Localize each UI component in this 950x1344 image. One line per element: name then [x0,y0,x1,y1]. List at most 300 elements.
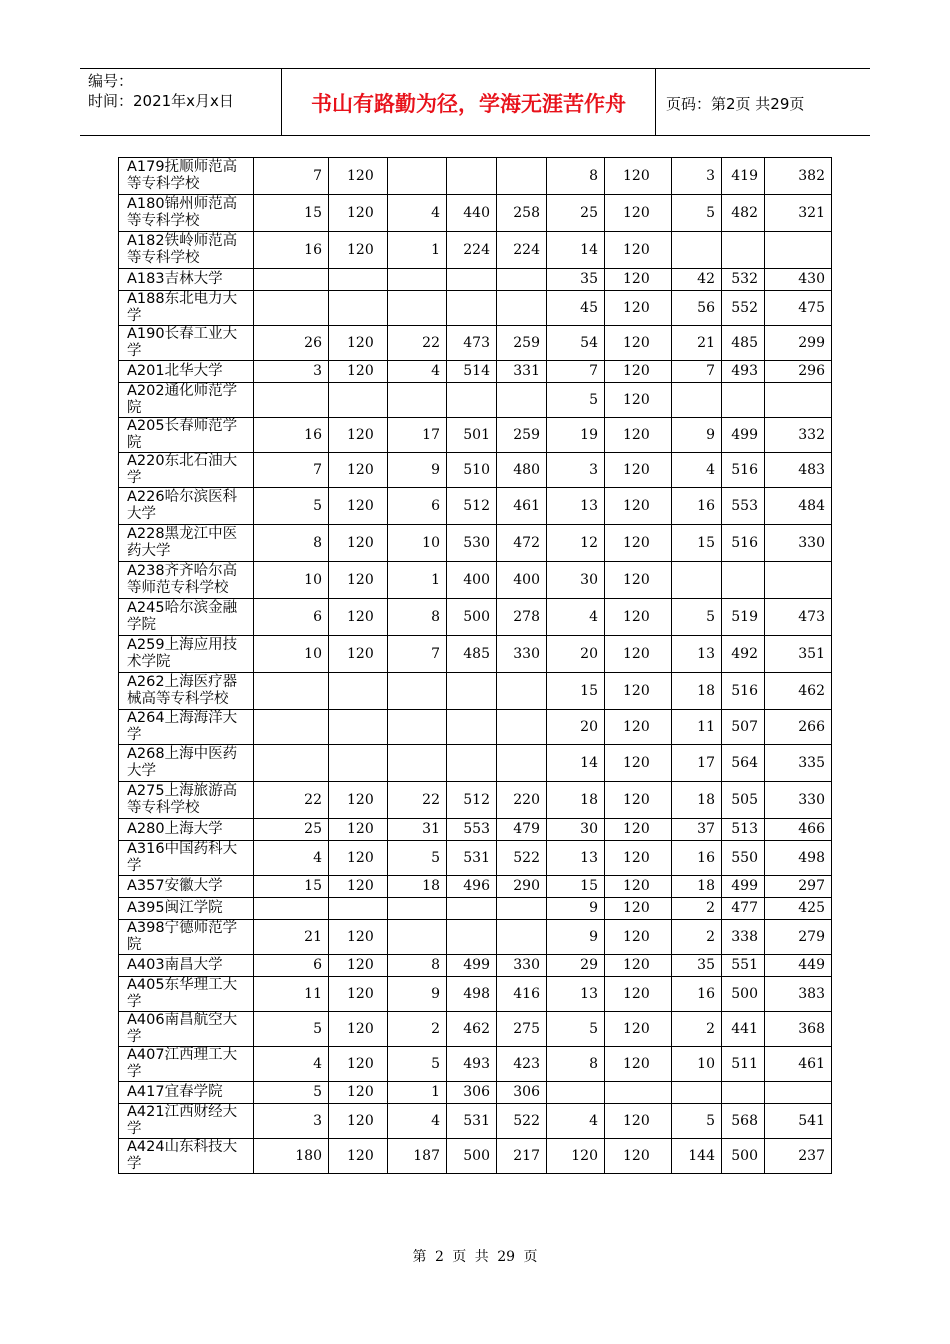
table-cell: 531 [447,841,497,876]
table-cell: 479 [497,819,547,841]
table-cell [497,745,547,782]
table-row [119,488,832,525]
school-name-cell: A205长春师范学院 [119,418,254,453]
table-cell: 120 [605,673,672,710]
table-cell [254,673,329,710]
table-cell [765,1082,832,1104]
table-cell: 19 [547,418,605,453]
table-cell: 120 [329,525,388,562]
school-name-cell: A407江西理工大学 [119,1047,254,1082]
table-cell [388,710,447,745]
table-cell: 144 [672,1139,722,1174]
table-cell: 120 [605,819,672,841]
table-cell: 120 [605,1047,672,1082]
table-cell: 351 [765,636,832,673]
table-cell: 120 [605,418,672,453]
school-name-cell: A406南昌航空大学 [119,1012,254,1047]
table-cell: 20 [547,710,605,745]
table-cell: 11 [254,977,329,1012]
school-name-cell: A403南昌大学 [119,955,254,977]
table-cell: 321 [765,195,832,232]
table-cell: 31 [388,819,447,841]
number-label: 编号： [88,72,134,90]
table-cell: 5 [672,599,722,636]
table-cell: 516 [722,673,765,710]
table-cell: 4 [547,599,605,636]
table-cell: 330 [497,955,547,977]
table-cell [329,745,388,782]
table-cell: 266 [765,710,832,745]
school-name-cell: A226哈尔滨医科大学 [119,488,254,525]
table-cell: 35 [672,955,722,977]
table-cell: 1 [388,1082,447,1104]
table-cell [254,710,329,745]
table-cell: 120 [547,1139,605,1174]
table-cell: 2 [672,920,722,955]
table-cell: 220 [497,782,547,819]
table-cell: 477 [722,898,765,920]
table-cell [447,291,497,326]
table-cell: 3 [547,453,605,488]
table-cell: 3 [672,158,722,195]
table-cell: 16 [672,977,722,1012]
table-cell: 120 [605,636,672,673]
table-cell [388,920,447,955]
school-name-cell: A264上海海洋大学 [119,710,254,745]
table-cell: 5 [547,383,605,418]
table-cell: 498 [447,977,497,1012]
table-row [119,819,832,841]
table-cell: 2 [672,898,722,920]
table-cell: 330 [765,782,832,819]
table-row [119,977,832,1012]
table-cell: 553 [722,488,765,525]
table-cell: 4 [388,361,447,383]
table-row [119,291,832,326]
table-cell: 120 [605,158,672,195]
table-cell: 335 [765,745,832,782]
table-cell: 4 [672,453,722,488]
table-cell: 500 [722,1139,765,1174]
school-name-cell: A245哈尔滨金融学院 [119,599,254,636]
table-cell: 16 [672,488,722,525]
table-cell: 12 [547,525,605,562]
table-cell: 120 [605,195,672,232]
school-name-cell: A405东华理工大学 [119,977,254,1012]
table-cell: 120 [605,977,672,1012]
table-cell [497,673,547,710]
table-cell: 18 [672,782,722,819]
table-cell: 120 [605,920,672,955]
table-cell [672,383,722,418]
table-cell: 120 [605,326,672,361]
table-cell: 42 [672,269,722,291]
table-cell: 15 [672,525,722,562]
table-cell: 383 [765,977,832,1012]
table-row [119,525,832,562]
table-cell: 15 [254,876,329,898]
table-cell: 5 [254,488,329,525]
table-cell: 120 [329,488,388,525]
table-cell: 8 [547,1047,605,1082]
table-cell: 483 [765,453,832,488]
admission-score-table [118,157,832,1174]
table-cell: 466 [765,819,832,841]
table-cell [388,898,447,920]
table-cell: 290 [497,876,547,898]
table-row [119,562,832,599]
table-cell [447,383,497,418]
school-name-cell: A357安徽大学 [119,876,254,898]
school-name-cell: A417宜春学院 [119,1082,254,1104]
table-cell: 530 [447,525,497,562]
table-cell [547,1082,605,1104]
table-cell: 180 [254,1139,329,1174]
table-cell: 224 [497,232,547,269]
school-name-cell: A259上海应用技术学院 [119,636,254,673]
school-name-cell: A188东北电力大学 [119,291,254,326]
table-cell: 332 [765,418,832,453]
table-cell: 16 [254,418,329,453]
table-cell: 120 [605,291,672,326]
table-cell: 552 [722,291,765,326]
table-row [119,782,832,819]
school-name-cell: A202通化师范学院 [119,383,254,418]
table-cell: 18 [672,876,722,898]
table-cell: 5 [388,841,447,876]
table-cell: 4 [547,1104,605,1139]
table-cell: 461 [765,1047,832,1082]
table-cell: 7 [547,361,605,383]
table-cell: 120 [605,562,672,599]
table-cell: 551 [722,955,765,977]
table-cell: 449 [765,955,832,977]
table-cell: 6 [388,488,447,525]
table-cell: 25 [547,195,605,232]
table-cell [329,710,388,745]
table-cell: 120 [329,1012,388,1047]
school-name-cell: A182铁岭师范高等专科学校 [119,232,254,269]
table-cell [447,269,497,291]
table-cell [497,710,547,745]
table-cell: 278 [497,599,547,636]
table-cell: 120 [605,453,672,488]
table-cell [388,745,447,782]
table-cell: 519 [722,599,765,636]
table-cell: 120 [329,955,388,977]
table-cell: 4 [254,841,329,876]
table-cell: 29 [547,955,605,977]
table-cell: 7 [254,158,329,195]
table-cell [388,269,447,291]
table-cell: 416 [497,977,547,1012]
table-row [119,841,832,876]
table-cell: 120 [605,383,672,418]
table-row [119,418,832,453]
table-cell: 10 [254,562,329,599]
table-cell: 30 [547,819,605,841]
page-footer: 第 2 页 共 29 页 [412,1249,538,1265]
table-cell: 513 [722,819,765,841]
table-cell [722,232,765,269]
school-name-cell: A179抚顺师范高等专科学校 [119,158,254,195]
table-cell: 15 [547,673,605,710]
table-cell: 493 [447,1047,497,1082]
table-cell: 120 [329,326,388,361]
table-cell: 306 [447,1082,497,1104]
table-cell: 120 [605,782,672,819]
table-cell: 120 [329,636,388,673]
table-cell: 473 [447,326,497,361]
table-cell: 472 [497,525,547,562]
table-cell: 338 [722,920,765,955]
table-cell: 6 [254,955,329,977]
school-name-cell: A228黑龙江中医药大学 [119,525,254,562]
table-cell: 514 [447,361,497,383]
table-cell: 5 [254,1012,329,1047]
table-cell: 120 [329,453,388,488]
table-cell: 462 [765,673,832,710]
table-cell: 3 [254,361,329,383]
table-cell: 461 [497,488,547,525]
table-cell: 120 [329,782,388,819]
table-cell [765,562,832,599]
table-cell: 120 [605,955,672,977]
table-cell: 425 [765,898,832,920]
table-cell: 480 [497,453,547,488]
table-cell [254,269,329,291]
table-row [119,361,832,383]
table-cell: 516 [722,453,765,488]
table-cell [722,562,765,599]
table-cell: 9 [388,453,447,488]
table-cell: 1 [388,562,447,599]
table-cell: 13 [547,841,605,876]
table-row [119,920,832,955]
table-cell: 120 [329,819,388,841]
table-cell: 120 [329,361,388,383]
table-cell: 299 [765,326,832,361]
table-cell: 45 [547,291,605,326]
table-cell [329,269,388,291]
table-cell: 14 [547,232,605,269]
school-name-cell: A395闽江学院 [119,898,254,920]
table-cell: 484 [765,488,832,525]
table-cell: 4 [388,1104,447,1139]
table-cell: 500 [447,599,497,636]
table-cell: 419 [722,158,765,195]
table-cell: 17 [672,745,722,782]
table-cell: 120 [605,269,672,291]
table-cell: 441 [722,1012,765,1047]
table-cell: 120 [329,195,388,232]
table-cell: 16 [672,841,722,876]
school-name-cell: A220东北石油大学 [119,453,254,488]
table-cell: 9 [547,920,605,955]
table-cell: 120 [329,562,388,599]
school-name-cell: A280上海大学 [119,819,254,841]
table-cell: 330 [765,525,832,562]
table-row [119,1082,832,1104]
table-cell [497,291,547,326]
table-cell: 541 [765,1104,832,1139]
table-cell: 9 [388,977,447,1012]
table-cell: 224 [447,232,497,269]
school-name-cell: A421江西财经大学 [119,1104,254,1139]
table-cell: 512 [447,488,497,525]
table-cell: 22 [388,782,447,819]
table-row [119,636,832,673]
table-cell: 25 [254,819,329,841]
table-row [119,876,832,898]
table-cell: 423 [497,1047,547,1082]
school-name-cell: A190长春工业大学 [119,326,254,361]
table-cell: 550 [722,841,765,876]
table-cell: 120 [329,418,388,453]
table-cell: 498 [765,841,832,876]
school-name-cell: A275上海旅游高等专科学校 [119,782,254,819]
table-cell: 279 [765,920,832,955]
table-row [119,453,832,488]
table-cell: 499 [722,418,765,453]
table-cell: 259 [497,418,547,453]
table-cell: 500 [447,1139,497,1174]
table-cell: 500 [722,977,765,1012]
table-cell: 187 [388,1139,447,1174]
table-cell: 510 [447,453,497,488]
table-cell: 400 [447,562,497,599]
table-row [119,269,832,291]
table-cell: 275 [497,1012,547,1047]
table-row [119,232,832,269]
table-row [119,383,832,418]
table-cell [497,898,547,920]
school-name-cell: A424山东科技大学 [119,1139,254,1174]
table-cell: 15 [254,195,329,232]
table-row [119,898,832,920]
table-cell: 120 [605,745,672,782]
table-cell: 120 [605,488,672,525]
table-cell: 3 [254,1104,329,1139]
table-cell: 482 [722,195,765,232]
table-cell: 18 [672,673,722,710]
table-cell [497,158,547,195]
table-cell [497,269,547,291]
table-cell: 6 [254,599,329,636]
table-cell: 120 [605,876,672,898]
table-cell: 22 [388,326,447,361]
table-cell: 9 [547,898,605,920]
table-cell [254,745,329,782]
table-cell: 54 [547,326,605,361]
table-cell [447,158,497,195]
table-cell: 17 [388,418,447,453]
table-cell: 507 [722,710,765,745]
table-cell: 496 [447,876,497,898]
table-cell: 1 [388,232,447,269]
table-cell: 120 [605,1139,672,1174]
header-meta [80,69,282,135]
table-cell: 120 [329,599,388,636]
page-header [80,68,870,136]
table-cell [329,898,388,920]
table-row [119,955,832,977]
table-cell: 13 [672,636,722,673]
table-cell: 120 [605,1012,672,1047]
table-cell: 120 [605,1104,672,1139]
table-cell: 5 [254,1082,329,1104]
table-cell: 21 [254,920,329,955]
table-cell: 14 [547,745,605,782]
table-cell: 21 [672,326,722,361]
table-cell: 120 [329,977,388,1012]
table-cell [388,673,447,710]
table-cell: 120 [605,841,672,876]
table-cell: 18 [547,782,605,819]
table-cell [329,673,388,710]
table-cell: 440 [447,195,497,232]
table-cell: 501 [447,418,497,453]
table-cell: 531 [447,1104,497,1139]
table-row [119,195,832,232]
table-cell: 120 [329,232,388,269]
table-cell [329,291,388,326]
school-name-cell: A316中国药科大学 [119,841,254,876]
table-cell: 120 [605,898,672,920]
table-row [119,158,832,195]
table-cell: 259 [497,326,547,361]
table-cell: 400 [497,562,547,599]
table-cell: 522 [497,841,547,876]
table-cell: 511 [722,1047,765,1082]
table-cell [388,158,447,195]
table-cell: 120 [329,158,388,195]
table-cell: 493 [722,361,765,383]
table-cell: 2 [388,1012,447,1047]
table-cell [388,383,447,418]
school-name-cell: A262上海医疗器械高等专科学校 [119,673,254,710]
school-name-cell: A183吉林大学 [119,269,254,291]
table-cell: 35 [547,269,605,291]
table-cell: 4 [388,195,447,232]
table-cell [329,383,388,418]
table-cell: 120 [329,1139,388,1174]
table-cell: 120 [605,599,672,636]
table-cell: 475 [765,291,832,326]
table-cell: 11 [672,710,722,745]
table-cell: 485 [447,636,497,673]
table-cell: 382 [765,158,832,195]
table-cell [388,291,447,326]
table-cell [447,710,497,745]
table-cell: 499 [447,955,497,977]
table-cell: 26 [254,326,329,361]
table-cell: 37 [672,819,722,841]
table-cell: 8 [388,599,447,636]
table-cell: 512 [447,782,497,819]
table-cell: 306 [497,1082,547,1104]
table-cell: 8 [547,158,605,195]
table-cell [447,673,497,710]
table-cell [765,232,832,269]
school-name-cell: A268上海中医药大学 [119,745,254,782]
table-cell: 485 [722,326,765,361]
table-cell: 10 [672,1047,722,1082]
table-cell: 492 [722,636,765,673]
table-cell: 120 [329,920,388,955]
table-cell: 462 [447,1012,497,1047]
table-cell: 368 [765,1012,832,1047]
